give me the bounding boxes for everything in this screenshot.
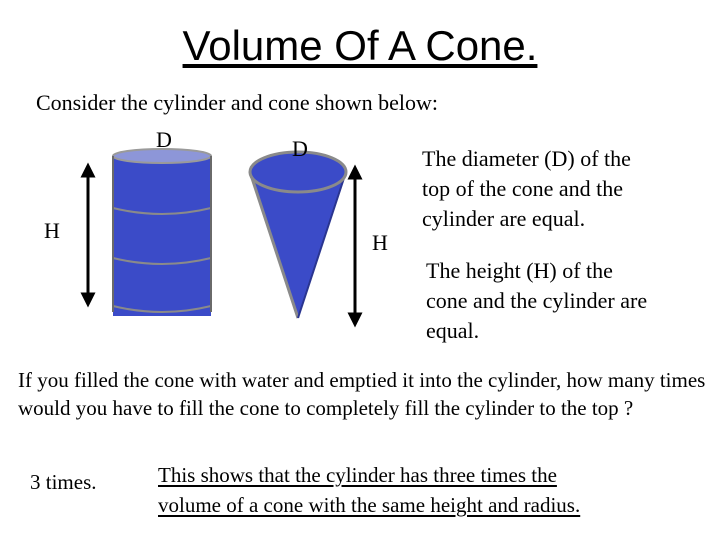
intro-text: Consider the cylinder and cone shown below: bbox=[36, 90, 439, 115]
cylinder-diameter-label: D bbox=[156, 127, 172, 152]
diameter-note-line: The diameter (D) of the bbox=[422, 146, 631, 171]
question-text: If you filled the cone with water and emptied it into the cylinder, how many times would you have to fill the cone to completely fill the cylinder to the top ? bbox=[18, 368, 706, 420]
conclusion-line: volume of a cone with the same height and radius. bbox=[158, 493, 581, 517]
cone-height-label: H bbox=[372, 230, 388, 255]
diameter-note bbox=[422, 144, 631, 234]
height-note bbox=[426, 256, 647, 346]
cone-body bbox=[250, 172, 346, 318]
conclusion-text bbox=[158, 460, 580, 520]
answer-text: 3 times. bbox=[30, 470, 97, 494]
cylinder-body bbox=[113, 156, 211, 316]
cone bbox=[250, 152, 346, 318]
diameter-note-line: top of the cone and the bbox=[422, 176, 623, 201]
conclusion-line: This shows that the cylinder has three times the bbox=[158, 463, 557, 487]
cylinder bbox=[113, 149, 211, 316]
cone-diameter-label: D bbox=[292, 136, 308, 161]
height-note-line: The height (H) of the bbox=[426, 258, 613, 283]
page-title-text: Volume Of A Cone. bbox=[182, 22, 538, 69]
cylinder-height-label: H bbox=[44, 218, 60, 243]
height-note-line: equal. bbox=[426, 318, 480, 343]
height-note-line: cone and the cylinder are bbox=[426, 288, 648, 313]
diameter-note-line: cylinder are equal. bbox=[422, 206, 586, 231]
